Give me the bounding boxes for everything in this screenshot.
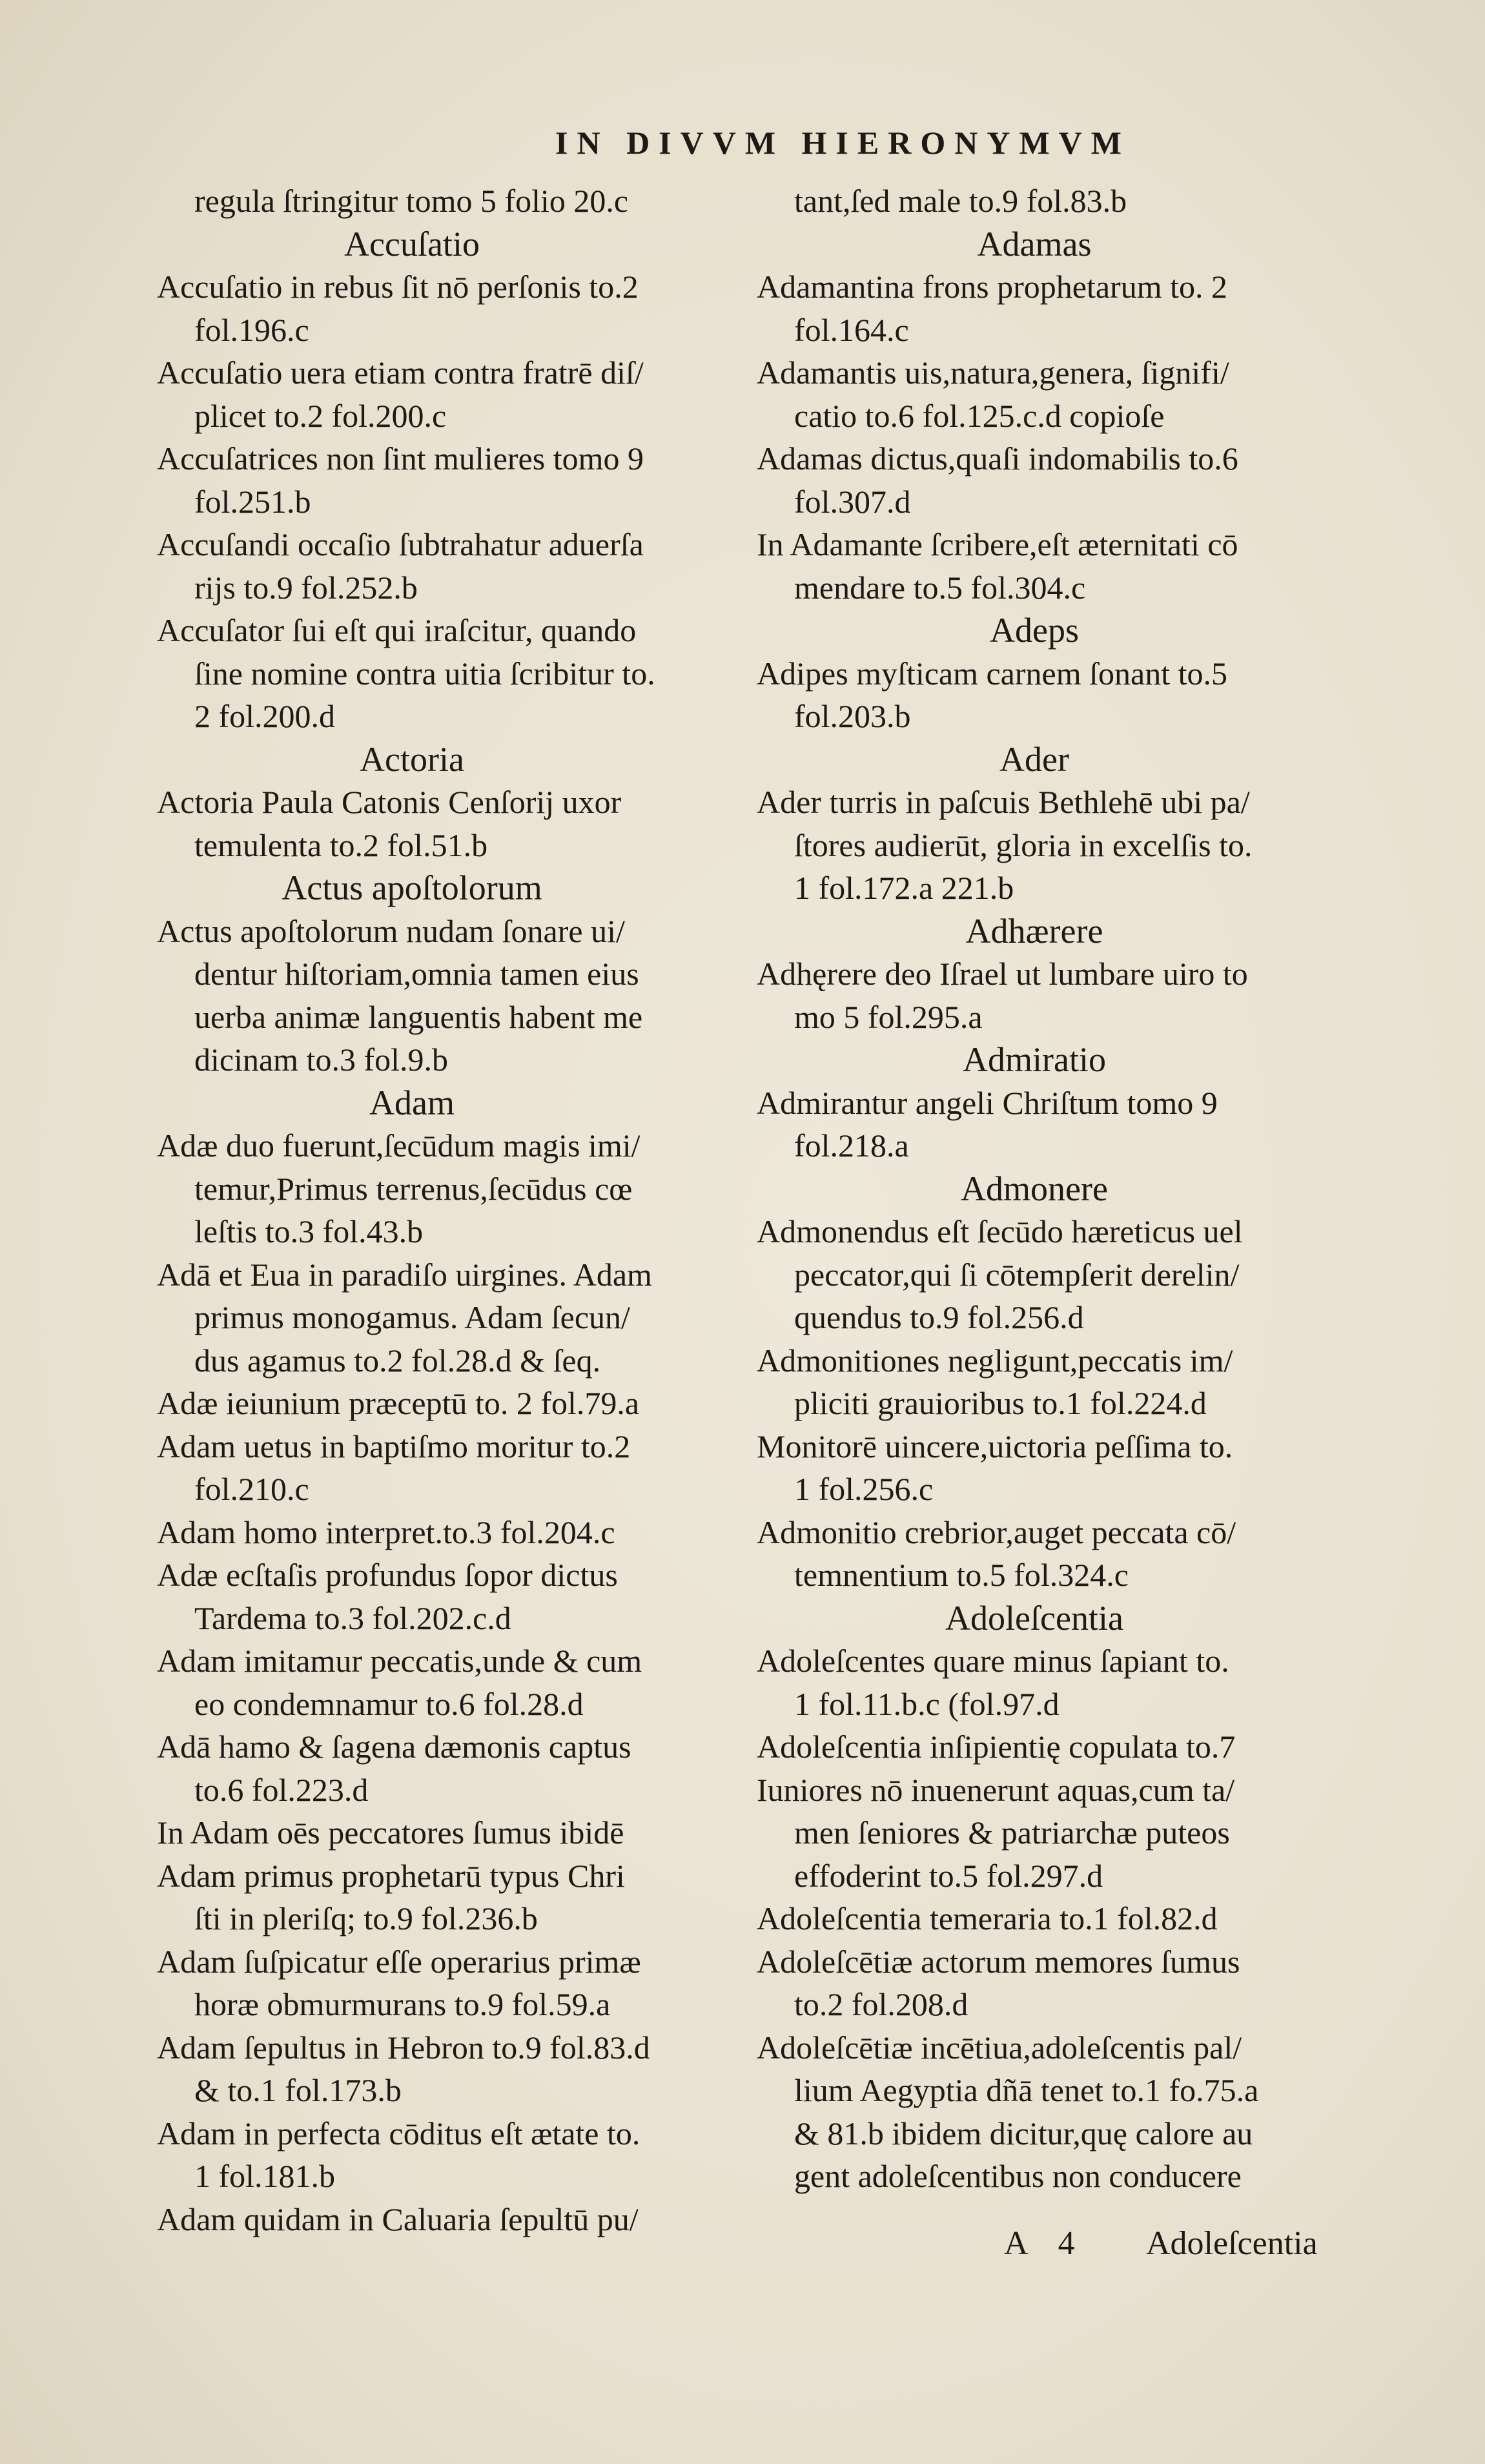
index-entry: Adam uetus in baptiſmo moritur to.2	[157, 1428, 631, 1464]
index-entry-continuation: ſtores audierūt, gloria in excelſis to.	[794, 826, 1253, 863]
index-entry: Accuſator ſui eſt qui iraſcitur, quando	[157, 612, 637, 648]
index-entry-continuation: rijs to.9 fol.252.b	[194, 569, 418, 606]
index-entry: Actus apoſtolorum nudam ſonare ui/	[157, 912, 625, 949]
index-entry-continuation: effoderint to.5 fol.297.d	[794, 1857, 1103, 1894]
index-entry-continuation: plicet to.2 fol.200.c	[194, 397, 447, 434]
index-entry-continuation: fol.218.a	[794, 1127, 909, 1164]
index-entry-continuation: to.2 fol.208.d	[794, 1986, 968, 2022]
index-entry: Adam primus prophetarū typus Chri	[157, 1857, 625, 1894]
index-entry-continuation: fol.164.c	[794, 311, 909, 348]
index-entry: Adam ſuſpicatur eſſe operarius primæ	[157, 1943, 641, 1980]
index-entry-continuation: quendus to.9 fol.256.d	[794, 1299, 1084, 1335]
index-entry: Accuſatio in rebus ſit nō perſonis to.2	[157, 269, 639, 305]
index-entry-continuation: 1 fol.181.b	[194, 2158, 336, 2194]
index-entry-continuation: & to.1 fol.173.b	[194, 2072, 402, 2108]
index-entry-continuation: temur,Primus terrenus,ſecūdus cœ	[194, 1170, 633, 1207]
index-heading: Actoria	[360, 739, 464, 779]
index-heading: Actus apoſtolorum	[282, 868, 542, 907]
index-entry: Iuniores nō inuenerunt aquas,cum ta/	[757, 1771, 1235, 1808]
index-entry-continuation: uerba animæ languentis habent me	[194, 998, 643, 1035]
index-heading: Adoleſcentia	[945, 1598, 1123, 1638]
index-entry: Adoleſcentes quare minus ſapiant to.	[757, 1643, 1229, 1679]
index-entry-continuation: leſtis to.3 fol.43.b	[194, 1213, 424, 1249]
index-entry-continuation: tant,ſed male to.9 fol.83.b	[794, 183, 1127, 219]
index-entry-continuation: temulenta to.2 fol.51.b	[194, 826, 488, 863]
index-entry-continuation: & 81.b ibidem dicitur,quę calore au	[794, 2115, 1253, 2151]
index-entry-continuation: men ſeniores & patriarchæ puteos	[794, 1814, 1230, 1851]
index-entry-continuation: 2 fol.200.d	[194, 698, 336, 734]
index-entry-continuation: catio to.6 fol.125.c.d copioſe	[794, 397, 1165, 434]
index-entry: Adamas dictus,quaſi indomabilis to.6	[757, 440, 1238, 477]
index-entry: Adæ ecſtaſis profundus ſopor dictus	[157, 1557, 618, 1593]
index-heading: Admiratio	[963, 1040, 1106, 1079]
index-entry-continuation: horæ obmurmurans to.9 fol.59.a	[194, 1986, 611, 2022]
index-entry: Adæ duo fuerunt,ſecūdum magis imi/	[157, 1127, 640, 1164]
index-entry: Adā hamo & ſagena dæmonis captus	[157, 1729, 631, 1765]
index-entry-continuation: ſine nomine contra uitia ſcribitur to.	[194, 655, 655, 692]
index-entry: Adā et Eua in paradiſo uirgines. Adam	[157, 1256, 652, 1293]
index-entry: Admonitiones negligunt,peccatis im/	[757, 1342, 1233, 1379]
index-entry: Adoleſcentia inſipientię copulata to.7	[757, 1729, 1236, 1765]
index-entry-continuation: fol.196.c	[194, 311, 309, 348]
index-entry-continuation: dus agamus to.2 fol.28.d & ſeq.	[194, 1342, 601, 1379]
index-entry: Adamantina frons prophetarum to. 2	[757, 269, 1227, 305]
index-entry: Admonendus eſt ſecūdo hæreticus uel	[757, 1213, 1243, 1249]
index-heading: Accuſatio	[344, 224, 480, 263]
index-entry-continuation: peccator,qui ſi cōtempſerit derelin/	[794, 1256, 1240, 1293]
index-entry: Adoleſcentia temeraria to.1 fol.82.d	[757, 1900, 1218, 1936]
index-entry: Adoleſcētiæ actorum memores ſumus	[757, 1943, 1240, 1980]
index-heading: Ader	[999, 739, 1069, 779]
index-entry-continuation: to.6 fol.223.d	[194, 1771, 369, 1808]
index-entry: Monitorē uincere,uictoria peſſima to.	[757, 1428, 1233, 1464]
index-entry-continuation: temnentium to.5 fol.324.c	[794, 1557, 1129, 1593]
index-entry-continuation: gent adoleſcentibus non conducere	[794, 2158, 1242, 2194]
index-entry-continuation: fol.251.b	[194, 483, 311, 520]
index-entry: Adamantis uis,natura,genera, ſignifi/	[757, 354, 1229, 391]
index-entry: In Adamante ſcribere,eſt æternitati cō	[757, 526, 1238, 562]
index-heading: Adam	[369, 1083, 455, 1122]
index-entry: Accuſatio uera etiam contra fratrē diſ/	[157, 354, 644, 391]
index-entry-continuation: lium Aegyptia dñā tenet to.1 fo.75.a	[794, 2072, 1259, 2108]
index-entry-continuation: eo condemnamur to.6 fol.28.d	[194, 1685, 584, 1722]
index-entry: Adam homo interpret.to.3 fol.204.c	[157, 1514, 615, 1550]
index-entry: Accuſandi occaſio ſubtrahatur aduerſa	[157, 526, 644, 562]
index-entry-continuation: ſti in pleriſq; to.9 fol.236.b	[194, 1900, 538, 1936]
index-entry-continuation: dicinam to.3 fol.9.b	[194, 1042, 448, 1078]
index-entry-continuation: regula ſtringitur tomo 5 folio 20.c	[194, 183, 629, 219]
index-entry: Adam quidam in Caluaria ſepultū pu/	[157, 2201, 639, 2237]
index-entry-continuation: primus monogamus. Adam ſecun/	[194, 1299, 630, 1335]
index-heading: Admonere	[961, 1169, 1108, 1208]
index-entry-continuation: mendare to.5 fol.304.c	[794, 569, 1086, 606]
index-entry: Adam imitamur peccatis,unde & cum	[157, 1643, 642, 1679]
index-entry: In Adam oēs peccatores ſumus ibidē	[157, 1814, 624, 1851]
index-entry-continuation: fol.210.c	[194, 1471, 309, 1507]
index-entry: Ader turris in paſcuis Bethlehē ubi pa/	[757, 784, 1250, 820]
index-entry-continuation: 1 fol.256.c	[794, 1471, 934, 1507]
index-heading: Adeps	[990, 611, 1079, 650]
index-entry: Adoleſcētiæ incētiua,adoleſcentis pal/	[757, 2029, 1242, 2066]
index-column-right	[757, 180, 1370, 2198]
index-entry-continuation: fol.203.b	[794, 698, 911, 734]
index-entry-continuation: mo 5 fol.295.a	[794, 998, 983, 1035]
running-head: IN DIVVM HIERONYMVM	[555, 125, 1131, 161]
index-entry: Adam ſepultus in Hebron to.9 fol.83.d	[157, 2029, 650, 2066]
signature-mark: A 4	[1004, 2225, 1087, 2262]
index-entry-continuation: fol.307.d	[794, 483, 911, 520]
index-entry-continuation: 1 fol.172.a 221.b	[794, 870, 1014, 906]
index-entry-continuation: pliciti grauioribus to.1 fol.224.d	[794, 1385, 1207, 1421]
catchword: Adoleſcentia	[1146, 2225, 1318, 2262]
index-entry: Admonitio crebrior,auget peccata cō/	[757, 1514, 1236, 1550]
index-entry: Accuſatrices non ſint mulieres tomo 9	[157, 440, 644, 477]
index-heading: Adamas	[977, 224, 1092, 263]
index-entry-continuation: 1 fol.11.b.c (fol.97.d	[794, 1685, 1060, 1722]
index-entry: Admirantur angeli Chriſtum tomo 9	[757, 1084, 1218, 1121]
index-column-left	[157, 180, 725, 2241]
index-entry: Adipes myſticam carnem ſonant to.5	[757, 655, 1227, 692]
index-entry: Adam in perfecta cōditus eſt ætate to.	[157, 2115, 640, 2151]
index-entry-continuation: dentur hiſtoriam,omnia tamen eius	[194, 956, 639, 992]
index-entry: Adæ ieiunium præceptū to. 2 fol.79.a	[157, 1385, 640, 1421]
index-entry: Actoria Paula Catonis Cenſorij uxor	[157, 784, 622, 820]
index-entry: Adhęrere deo Iſrael ut lumbare uiro to	[757, 956, 1248, 992]
index-heading: Adhærere	[965, 911, 1103, 950]
index-entry-continuation: Tardema to.3 fol.202.c.d	[194, 1599, 511, 1636]
